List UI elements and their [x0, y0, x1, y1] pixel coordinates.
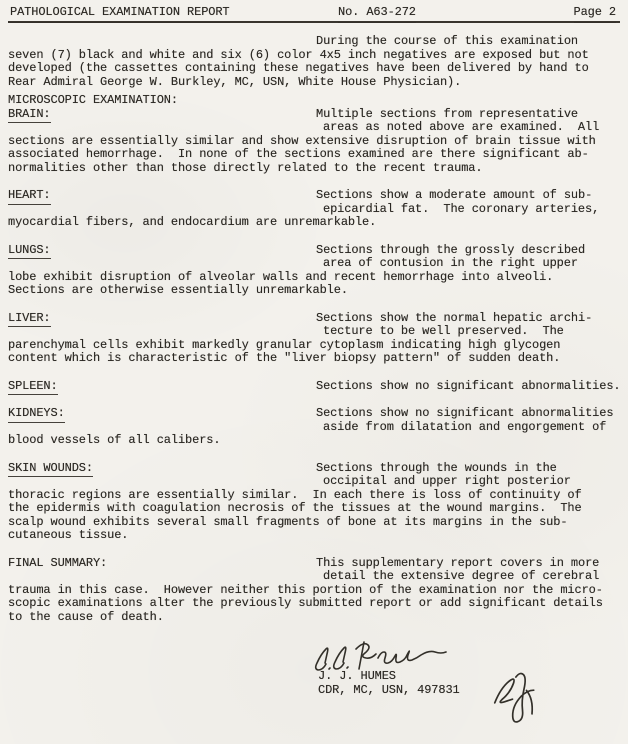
section-line: myocardial fibers, and endocardium are unremarkable.	[8, 215, 377, 229]
section-label-final-summary: FINAL SUMMARY:	[8, 555, 108, 570]
section-lungs	[8, 244, 620, 298]
section-kidneys	[8, 407, 620, 448]
section-label-kidneys: KIDNEYS:	[8, 407, 65, 423]
section-line: to the cause of death.	[8, 609, 164, 624]
section-line: cutaneous tissue.	[8, 528, 129, 542]
section-line: aside from dilatation and engorgement of	[323, 419, 607, 434]
section-line: Multiple sections from representative	[316, 106, 579, 121]
section-line: parenchymal cells exhibit markedly granular cytoplasm indicating high glycogen	[8, 337, 561, 352]
section-line: Sections show the normal hepatic archi-	[316, 310, 593, 325]
section-line: lobe exhibit disruption of alveolar walls and recent hemorrhage into alveoli.	[8, 269, 554, 284]
section-heart	[8, 189, 620, 230]
microscopic-examination-heading: MICROSCOPIC EXAMINATION:	[8, 93, 178, 107]
section-line: This supplementary report covers in more	[316, 555, 600, 570]
section-line: area of contusion in the right upper	[323, 256, 578, 270]
section-brain	[8, 108, 620, 176]
section-line: scalp wound exhibits several small fragments of bone at its margins in the sub-	[8, 514, 568, 529]
section-line: Sections show a moderate amount of sub-	[316, 188, 593, 202]
page-number: Page 2	[574, 6, 617, 23]
section-line: content which is characteristic of the "liver biopsy pattern" of sudden death.	[8, 351, 561, 365]
section-line: Sections are otherwise essentially unremarkable.	[8, 283, 348, 297]
section-line: Sections show no significant abnormalities	[316, 406, 614, 420]
intro-line: During the course of this examination	[316, 34, 579, 48]
signature-block	[316, 642, 620, 722]
section-line: detail the extensive degree of cerebral	[323, 569, 600, 583]
section-line: occipital and upper right posterior	[323, 474, 571, 488]
intro-line: seven (7) black and white and six (6) color 4x5 inch negatives are exposed but not	[8, 47, 589, 62]
section-line: Sections through the wounds in the	[316, 460, 557, 475]
section-label-skin-wounds: SKIN WOUNDS:	[8, 462, 93, 478]
intro-line: developed (the cassettes containing these negatives have been delivered by hand to	[8, 61, 589, 75]
section-label-lungs: LUNGS:	[8, 244, 51, 260]
section-line: associated hemorrhage. In none of the sections examined are there significant ab-	[8, 147, 589, 161]
signer-credentials: CDR, MC, USN, 497831	[318, 683, 460, 697]
section-liver	[8, 312, 620, 366]
signer-name: J. J. HUMES	[318, 669, 396, 683]
section-line: thoracic regions are essentially similar. In each there is loss of continuity of	[8, 487, 582, 502]
section-label-liver: LIVER:	[8, 312, 51, 328]
report-title: PATHOLOGICAL EXAMINATION REPORT	[10, 6, 230, 23]
section-line: tecture to be well preserved. The	[323, 324, 564, 338]
section-skin-wounds	[8, 462, 620, 543]
section-label-heart: HEART:	[8, 189, 51, 205]
intro-line: Rear Admiral George W. Burkley, MC, USN, White House Physician).	[8, 74, 462, 89]
section-line: Sections show no significant abnormalities.	[316, 378, 621, 393]
report-header	[8, 6, 620, 23]
section-final-summary	[8, 557, 620, 625]
section-spleen	[8, 380, 620, 394]
section-line: sections are essentially similar and show extensive disruption of brain tissue with	[8, 133, 596, 148]
section-line: the epidermis with coagulation necrosis of the tissues at the wound margins. The	[8, 501, 582, 515]
section-line: blood vessels of all calibers.	[8, 433, 221, 447]
section-line: scopic examinations alter the previously submitted report or add significant details	[8, 596, 603, 610]
section-label-brain: BRAIN:	[8, 108, 51, 124]
section-line: trauma in this case. However neither this portion of the examination nor the micro-	[8, 582, 603, 597]
section-label-spleen: SPLEEN:	[8, 380, 58, 396]
intro-paragraph	[8, 35, 620, 89]
section-line: areas as noted above are examined. All	[323, 120, 600, 134]
report-number: No. A63-272	[338, 6, 416, 23]
section-line: epicardial fat. The coronary arteries,	[323, 201, 600, 216]
handwritten-initials-icon	[480, 661, 551, 733]
section-line: normalities other than those directly related to the recent trauma.	[8, 160, 483, 175]
section-line: Sections through the grossly described	[316, 242, 586, 257]
